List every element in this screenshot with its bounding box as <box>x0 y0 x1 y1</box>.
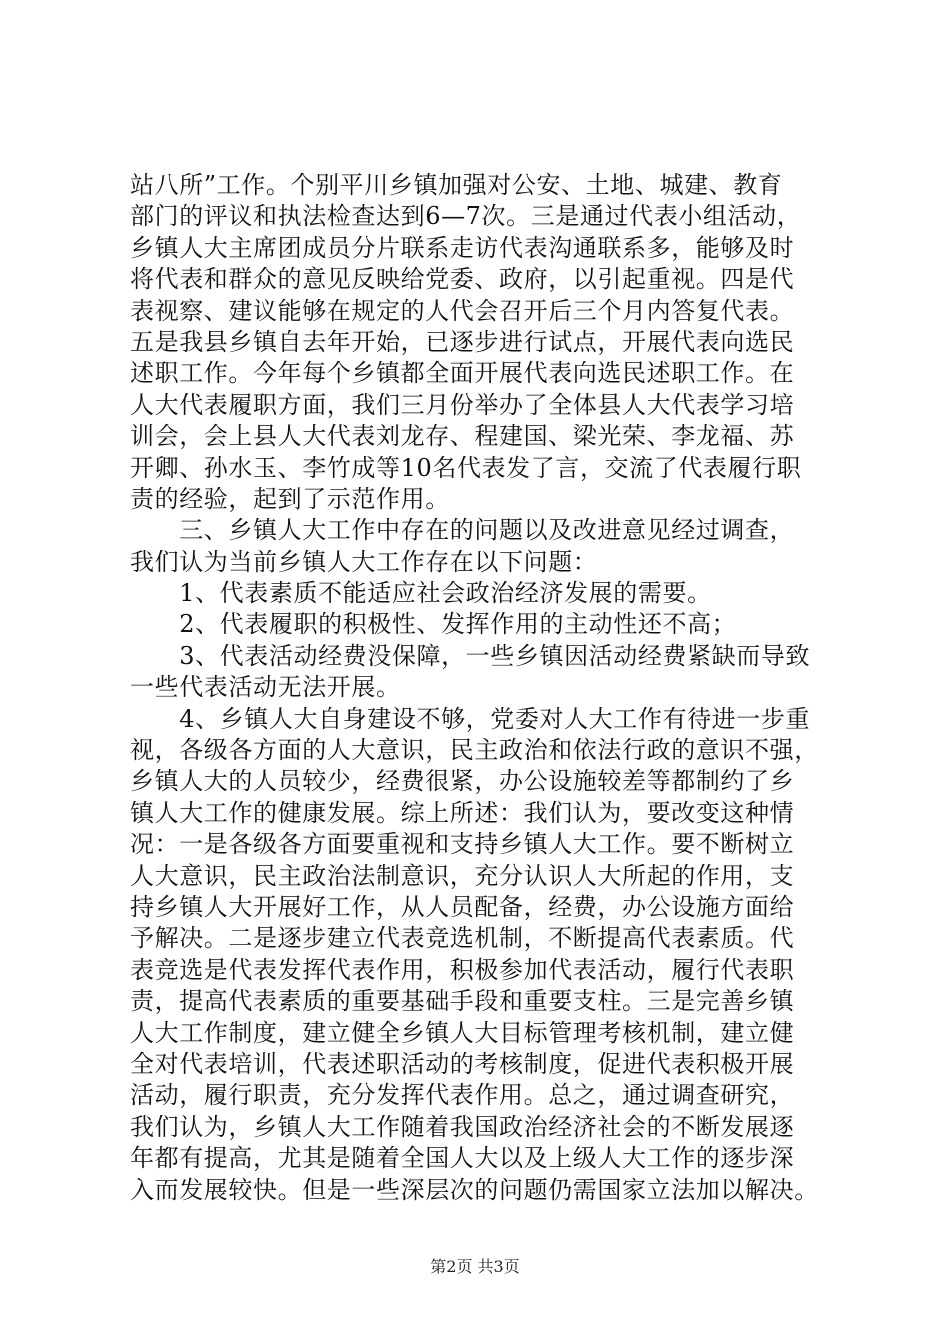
text-line: 持乡镇人大开展好工作，从人员配备，经费，办公设施方面给 <box>130 892 795 921</box>
text-line: 人大代表履职方面，我们三月份举办了全体县人大代表学习培 <box>130 390 795 419</box>
text-line: 表视察、建议能够在规定的人代会召开后三个月内答复代表。 <box>130 296 795 325</box>
text-line: 予解决。二是逐步建立代表竞选机制，不断提高代表素质。代 <box>130 924 795 953</box>
text-line: 况：一是各级各方面要重视和支持乡镇人大工作。要不断树立 <box>130 830 795 859</box>
text-line: 人大意识，民主政治法制意识，充分认识人大所起的作用，支 <box>130 861 795 890</box>
text-line: 1、代表素质不能适应社会政治经济发展的需要。 <box>130 579 712 608</box>
text-line: 责的经验，起到了示范作用。 <box>130 484 450 513</box>
text-line: 3、代表活动经费没保障，一些乡镇因活动经费紧缺而导致 <box>130 641 811 670</box>
text-line: 表竞选是代表发挥代表作用，积极参加代表活动，履行代表职 <box>130 955 795 984</box>
text-line: 开卿、孙水玉、李竹成等10名代表发了言，交流了代表履行职 <box>130 453 802 482</box>
page-number-footer: 第2页 共3页 <box>430 1257 520 1276</box>
text-line: 人大工作制度，建立健全乡镇人大目标管理考核机制，建立健 <box>130 1018 795 1047</box>
text-line: 年都有提高，尤其是随着全国人大以及上级人大工作的逐步深 <box>130 1144 795 1173</box>
text-line: 我们认为，乡镇人大工作随着我国政治经济社会的不断发展逐 <box>130 1112 795 1141</box>
text-line: 一些代表活动无法开展。 <box>130 673 401 702</box>
text-line: 责，提高代表素质的重要基础手段和重要支柱。三是完善乡镇 <box>130 987 795 1016</box>
text-line: 乡镇人大的人员较少，经费很紧，办公设施较差等都制约了乡 <box>130 767 795 796</box>
text-line: 述职工作。今年每个乡镇都全面开展代表向选民述职工作。在 <box>130 359 795 388</box>
text-line: 我们认为当前乡镇人大工作存在以下问题： <box>130 547 598 576</box>
text-line: 三、乡镇人大工作中存在的问题以及改进意见经过调查， <box>130 516 795 545</box>
text-line: 训会，会上县人大代表刘龙存、程建国、梁光荣、李龙福、苏 <box>130 422 795 451</box>
text-line: 部门的评议和执法检查达到6—7次。三是通过代表小组活动， <box>130 202 802 231</box>
text-line: 视，各级各方面的人大意识，民主政治和依法行政的意识不强， <box>130 736 819 765</box>
text-line: 全对代表培训，代表述职活动的考核制度，促进代表积极开展 <box>130 1049 795 1078</box>
text-line: 乡镇人大主席团成员分片联系走访代表沟通联系多，能够及时 <box>130 233 795 262</box>
text-line: 五是我县乡镇自去年开始，已逐步进行试点，开展代表向选民 <box>130 327 795 356</box>
text-line: 入而发展较快。但是一些深层次的问题仍需国家立法加以解决。 <box>130 1175 819 1204</box>
text-line: 活动，履行职责，充分发挥代表作用。总之，通过调查研究， <box>130 1081 795 1110</box>
text-line: 4、乡镇人大自身建设不够，党委对人大工作有待进一步重 <box>130 704 811 733</box>
text-line: 站八所”工作。个别平川乡镇加强对公安、土地、城建、教育 <box>130 171 783 199</box>
text-line: 2、代表履职的积极性、发挥作用的主动性还不高； <box>130 610 737 639</box>
text-line: 将代表和群众的意见反映给党委、政府，以引起重视。四是代 <box>130 265 795 294</box>
text-line: 镇人大工作的健康发展。综上所述：我们认为，要改变这种情 <box>130 798 795 827</box>
document-body <box>130 170 830 1206</box>
